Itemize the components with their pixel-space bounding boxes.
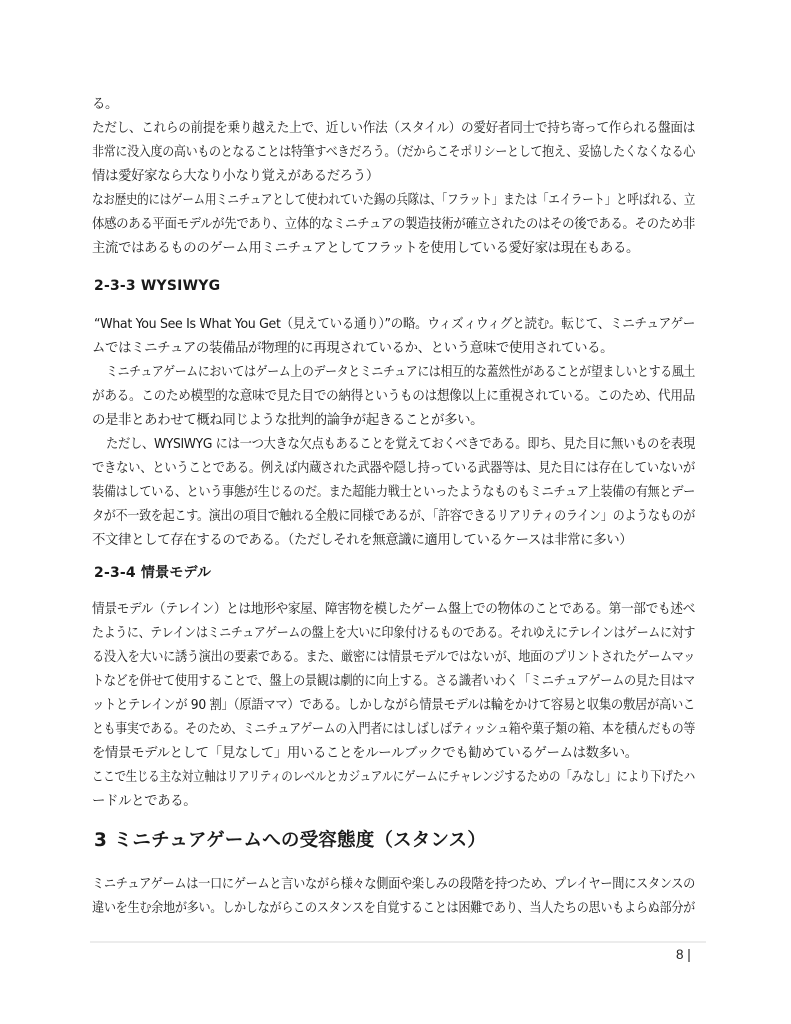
text-line: ードルとである。 [92, 794, 197, 809]
paragraph-intro [92, 93, 702, 261]
text-line: 装備はしている、という事態が生じるのだ。また超能力戦士といったようなものもミニチュア上装備の有無とデー [92, 485, 695, 500]
text-line: ットとテレインが 90 割」（原語ママ）である。しかしながら情景モデルは輪をかけて容易と収集の敷居が高いこ [92, 698, 695, 713]
section-heading-3: 3 ミニチュアゲームへの受容態度（スタンス） [94, 830, 487, 851]
text-line: なお歴史的にはゲーム用ミニチュアとして使われていた錫の兵隊は、「フラット」または「エイラート」と呼ばれる、立 [92, 193, 695, 208]
footer-divider [90, 941, 706, 943]
text-line: ただし、WYSIWYG には一つ大きな欠点もあることを覚えておくべきである。即ち、見た目に無いものを表現 [106, 437, 695, 452]
text-line: ミニチュアゲームは一口にゲームと言いながら様々な側面や楽しみの段階を持つため、プレイヤー間にスタンスの [92, 877, 695, 892]
text-line: タが不一致を起こす。演出の項目で触れる全般に同様であるが、「許容できるリアリティのライン」のようなものが [92, 509, 695, 524]
text-line: を情景モデルとして「見なして」用いることをルールブックでも勧めているゲームは数多い。 [92, 746, 638, 761]
text-line: とも事実である。そのため、ミニチュアゲームの入門者にはしばしばティッシュ箱や菓子類の箱、本を積んだもの等 [92, 722, 695, 737]
text-line: できない、ということである。例えば内蔵された武器や隠し持っている武器等は、見た目には存在していないが [92, 461, 695, 476]
text-line: る没入を大いに誘う演出の要素である。また、厳密には情景モデルではないが、地面のプリントされたゲームマッ [92, 650, 695, 665]
text-line: 非常に没入度の高いものとなることは特筆すべきだろう。（だからこそポリシーとして抱え、妥協したくなくなる心 [92, 145, 695, 160]
section-2-3-4-body [92, 598, 702, 814]
text-line: ただし、これらの前提を乗り越えた上で、近しい作法（スタイル）の愛好者同士で持ち寄って作られる盤面は [92, 121, 695, 136]
text-line: 不文律として存在するのである。（ただしそれを無意識に適用しているケースは非常に多い） [92, 533, 633, 548]
text-line: たように、テレインはミニチュアゲームの盤上を大いに印象付けるものである。それゆえにテレインはゲームに対す [92, 626, 695, 641]
text-line: る。 [92, 97, 119, 112]
section-3-body [92, 873, 702, 921]
section-heading-2-3-3: 2-3-3 WYSIWYG [94, 278, 221, 294]
text-line: 体感のある平面モデルが先であり、立体的なミニチュアの製造技術が確立されたのはその後である。そのため非 [92, 217, 695, 232]
text-line: がある。このため模型的な意味で見た目での納得というものは想像以上に重視されている。このため、代用品 [92, 389, 695, 404]
text-line: 情は愛好家なら大なり小なり覚えがあるだろう） [92, 169, 379, 184]
text-line: ここで生じる主な対立軸はリアリティのレベルとカジュアルにゲームにチャレンジするための「みなし」により下げたハ [92, 770, 695, 785]
text-line: ミニチュアゲームにおいてはゲーム上のデータとミニチュアには相互的な蓋然性があることが望ましいとする風土 [106, 365, 695, 380]
text-line: トなどを併せて使用することで、盤上の景観は劇的に向上する。さる識者いわく「ミニチュアゲームの見た目はマ [92, 674, 695, 689]
text-line: の是非とあわせて概ね同じような批判的論争が起きることが多い。 [92, 413, 484, 428]
text-line: 違いを生む余地が多い。しかしながらこのスタンスを自覚することは困難であり、当人たちの思いもよらぬ部分が [92, 901, 695, 916]
section-heading-2-3-4: 2-3-4 情景モデル [94, 565, 212, 581]
text-line: 主流ではあるもののゲーム用ミニチュアとしてフラットを使用している愛好家は現在もある。 [92, 241, 640, 256]
text-line: ムではミニチュアの装備品が物理的に再現されているか、という意味で使用されている。 [92, 341, 614, 356]
text-line: “What You See Is What You Get（見えている通り）”の略。ウィズィウィグと読む。転じて、ミニチュアゲー [94, 317, 695, 332]
section-2-3-3-body [92, 313, 702, 553]
text-line: 情景モデル（テレイン）とは地形や家屋、障害物を模したゲーム盤上での物体のことである。第一部でも述べ [92, 602, 695, 617]
page-number: 8 | [676, 947, 691, 962]
